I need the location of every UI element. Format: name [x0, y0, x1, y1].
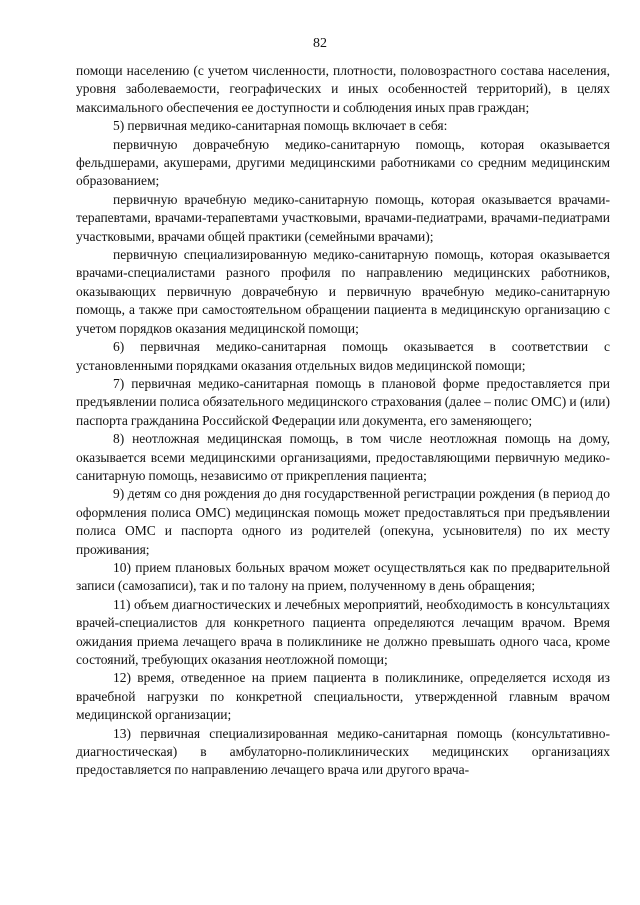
paragraph-item-13: 13) первичная специализированная медико-санитарная помощь (консультативно-диагностическая) в амбулаторно-поликлинических медицинских организациях предоставляется по направлению лечащего врача или другого врача-: [76, 725, 610, 778]
paragraph-item-6: 6) первичная медико-санитарная помощь оказывается в соответствии с установленными порядками оказания отдельных видов медицинской помощи;: [76, 339, 610, 373]
paragraph-item-9: 9) детям со дня рождения до дня государственной регистрации рождения (в период до оформления полиса ОМС) медицинская помощь может предоставляться при предъявлении полиса ОМС и паспорта одного из родителей (опекуна, усыновителя) по их месту проживания;: [76, 486, 610, 557]
paragraph-item-7: 7) первичная медико-санитарная помощь в плановой форме предоставляется при предъявлении полиса обязательного медицинского страхования (далее – полис ОМС) и (или) паспорта гражданина Российской Федерации или документа, его заменяющего;: [76, 375, 610, 428]
page-number: 82: [313, 36, 327, 51]
paragraph-item-11: 11) объем диагностических и лечебных мероприятий, необходимость в консультациях врачей-специалистов для конкретного пациента определяются лечащим врачом. Время ожидания приема лечащего врача в поликлинике не должно превышать одного часа, кроме состояний, требующих оказания неотложной помощи;: [76, 596, 610, 667]
paragraph-continuation: помощи населению (с учетом численности, плотности, половозрастного состава населения, уровня заболеваемости, географических и иных особенностей территорий), в целях максимального обеспечения ее доступности и соблюдения иных прав граждан;: [76, 63, 610, 115]
paragraph-item-8: 8) неотложная медицинская помощь, в том числе неотложная помощь на дому, оказывается всеми медицинскими организациями, предоставляющими первичную медико-санитарную помощь, независимо от прикрепления пациента;: [76, 431, 610, 483]
paragraph-physician-care: первичную врачебную медико-санитарную помощь, которая оказывается врачами-терапевтами, врачами-терапевтами участковыми, врачами-педиатрами, врачами-педиатрами участковыми, врачами общей практики (семейными врачами);: [76, 191, 610, 244]
paragraph-prehospital-care: первичную доврачебную медико-санитарную помощь, которая оказывается фельдшерами, акушерами, другими медицинскими работниками со средним медицинским образованием;: [76, 136, 610, 189]
paragraph-item-10: 10) прием плановых больных врачом может осуществляться как по предварительной записи (самозаписи), так и по талону на прием, полученному в день обращения;: [76, 559, 610, 594]
paragraph-item-5: 5) первичная медико-санитарная помощь включает в себя:: [113, 118, 448, 134]
document-body: [76, 62, 610, 780]
paragraph-specialized-care: первичную специализированную медико-санитарную помощь, которая оказывается врачами-специалистами разного профиля по направлению медицинских работников, оказывающих первичную доврачебную и первичную врачебную медико-санитарную помощь, а также при самостоятельном обращении пациента в медицинскую организацию с учетом порядков оказания медицинской помощи;: [76, 247, 610, 336]
paragraph-item-12: 12) время, отведенное на прием пациента в поликлинике, определяется исходя из врачебной нагрузки по конкретной специальности, утвержденной главным врачом медицинской организации;: [76, 670, 610, 723]
